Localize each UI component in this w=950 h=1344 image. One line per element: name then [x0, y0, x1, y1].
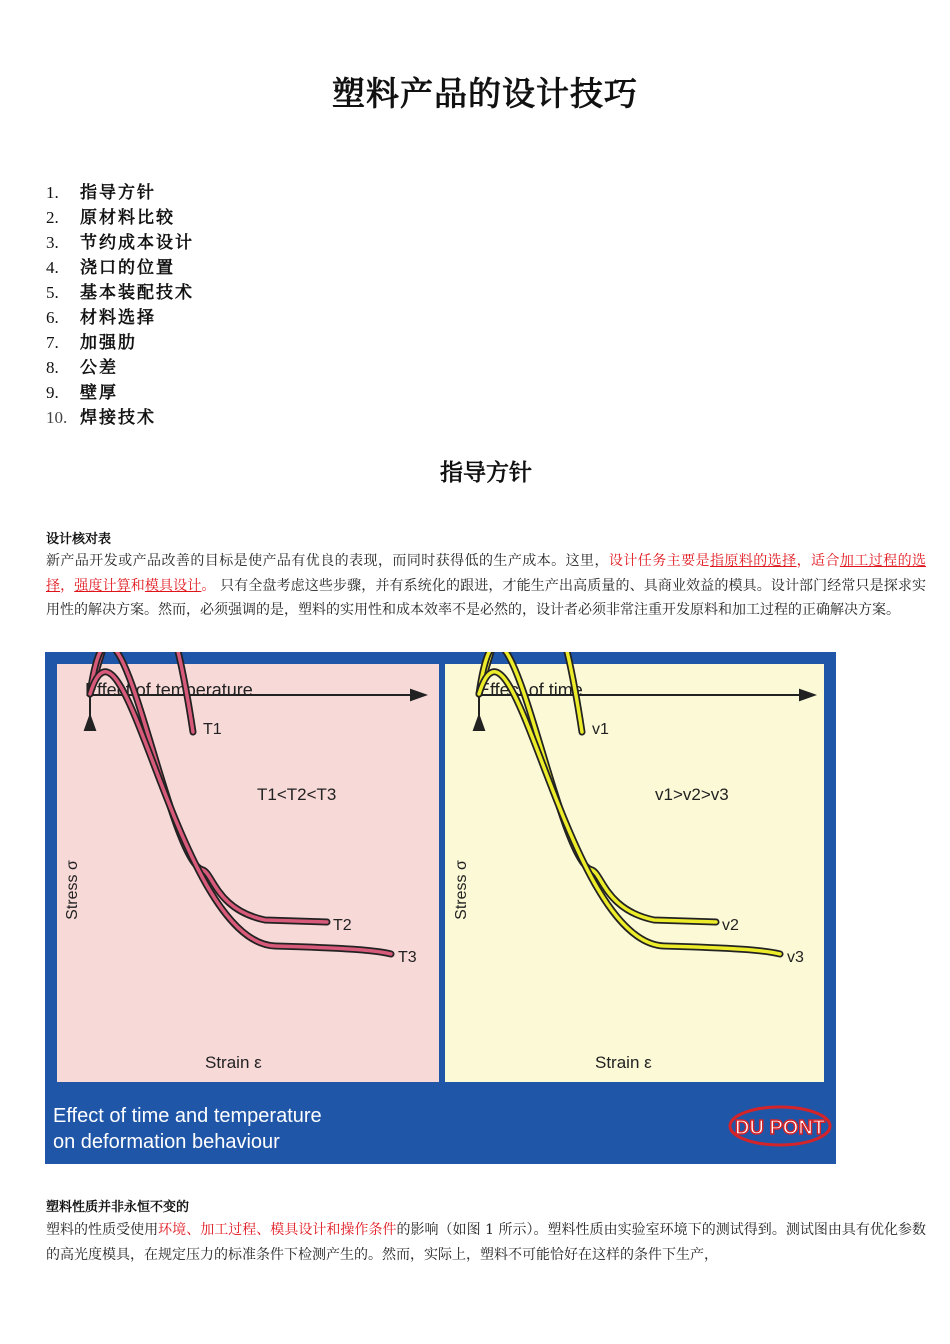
toc-item	[46, 205, 194, 230]
toc-number: 1.	[46, 183, 59, 202]
toc-label: 加强肋	[80, 333, 137, 353]
toc-item	[46, 305, 194, 330]
toc-label: 原材料比较	[80, 208, 175, 228]
right-panel-bg	[445, 664, 824, 1082]
toc-item	[46, 405, 194, 430]
highlight-text: 和	[130, 577, 145, 594]
deformation-figure	[45, 652, 836, 1164]
toc-number: 3.	[46, 233, 59, 252]
highlight-text: 设计任务主要是	[608, 553, 710, 569]
link-raw-material[interactable]: 指原料的选择	[709, 553, 797, 569]
toc-label: 基本装配技术	[80, 283, 194, 303]
curve-label-t3: T3	[398, 949, 417, 966]
body-paragraph	[46, 549, 926, 623]
right-x-axis-label: Strain ε	[595, 1053, 652, 1072]
right-panel-title: Effect of time	[478, 680, 583, 700]
toc-number: 2.	[46, 208, 59, 227]
toc-number: 6.	[46, 308, 59, 327]
toc-label: 节约成本设计	[80, 233, 194, 253]
toc-label: 焊接技术	[80, 408, 156, 428]
highlight-text: ，适合	[796, 553, 840, 569]
figure-caption-line2: on deformation behaviour	[53, 1131, 280, 1153]
logo-text: DU PONT	[735, 1117, 825, 1139]
body-paragraph	[46, 1218, 926, 1267]
right-relation-label: v1>v2>v3	[655, 785, 729, 804]
toc-item	[46, 355, 194, 380]
toc-item	[46, 255, 194, 280]
dupont-logo	[730, 1107, 830, 1145]
left-y-axis-label: Stress σ	[64, 860, 81, 920]
curve-label-v2: v2	[722, 917, 739, 934]
highlight-text: 环境、加工过程、模具设计和操作条件	[158, 1222, 397, 1238]
toc-label: 公差	[80, 358, 118, 378]
toc-item	[46, 180, 194, 205]
text-run: 的影响（如图 1 所示）。塑料性质由实验室环境下的测试得到。测试图由具有优化参数的高光度模具，在规定压力的标准条件下检测产生的。然而，实际上，塑料不可能恰好在这样的条件下生产，	[46, 1222, 927, 1263]
toc-number: 5.	[46, 283, 59, 302]
text-run: 只有全盘考虑这些步骤，并有系统化的跟进，才能生产出高质量的、具商业效益的模具。设计部门经常只是探求实用性的解决方案。然而，必须强调的是，塑料的实用性和成本效率不是必然的，设计者必须非常注重开发原料和加工过程的正确解决方案。	[46, 577, 927, 618]
toc-item	[46, 330, 194, 355]
toc-number: 7.	[46, 333, 59, 352]
right-y-axis-label: Stress σ	[453, 860, 470, 920]
subsection-heading: 塑料性质并非永恒不变的	[46, 1200, 190, 1215]
text-run: 塑料的性质受使用	[46, 1222, 159, 1238]
link-process-selection[interactable]: 加工过程的选择	[46, 553, 927, 594]
link-mold-design[interactable]: 模具设计	[144, 577, 202, 594]
curve-label-t2: T2	[333, 917, 352, 934]
left-panel-bg	[57, 664, 439, 1082]
left-x-axis-label: Strain ε	[205, 1053, 262, 1072]
figure-caption-line1: Effect of time and temperature	[53, 1105, 322, 1127]
toc-label: 壁厚	[80, 383, 118, 403]
curve-label-t1: T1	[203, 721, 222, 738]
section-heading: 指导方针	[440, 460, 532, 486]
curve-label-v3: v3	[787, 949, 804, 966]
toc-number: 10.	[46, 408, 68, 427]
toc-number: 4.	[46, 258, 59, 277]
document-title: 塑料产品的设计技巧	[332, 74, 638, 113]
text-run: 新产品开发或产品改善的目标是使产品有优良的表现，而同时获得低的生产成本。这里，	[46, 553, 609, 569]
toc-item	[46, 380, 194, 405]
link-strength-calc[interactable]: 强度计算	[74, 577, 131, 594]
left-panel-title: Effect of temperature	[85, 680, 253, 700]
highlight-text: 。	[201, 577, 216, 594]
highlight-text: ，	[60, 577, 75, 594]
left-relation-label: T1<T2<T3	[257, 785, 337, 804]
toc-label: 指导方针	[80, 183, 156, 203]
table-of-contents	[46, 180, 194, 430]
subsection-heading: 设计核对表	[46, 532, 112, 547]
toc-item	[46, 230, 194, 255]
toc-label: 浇口的位置	[80, 258, 175, 278]
toc-label: 材料选择	[80, 308, 156, 328]
toc-number: 8.	[46, 358, 59, 377]
toc-number: 9.	[46, 383, 59, 402]
figure-graphic	[45, 652, 836, 1164]
toc-item	[46, 280, 194, 305]
curve-label-v1: v1	[592, 721, 609, 738]
